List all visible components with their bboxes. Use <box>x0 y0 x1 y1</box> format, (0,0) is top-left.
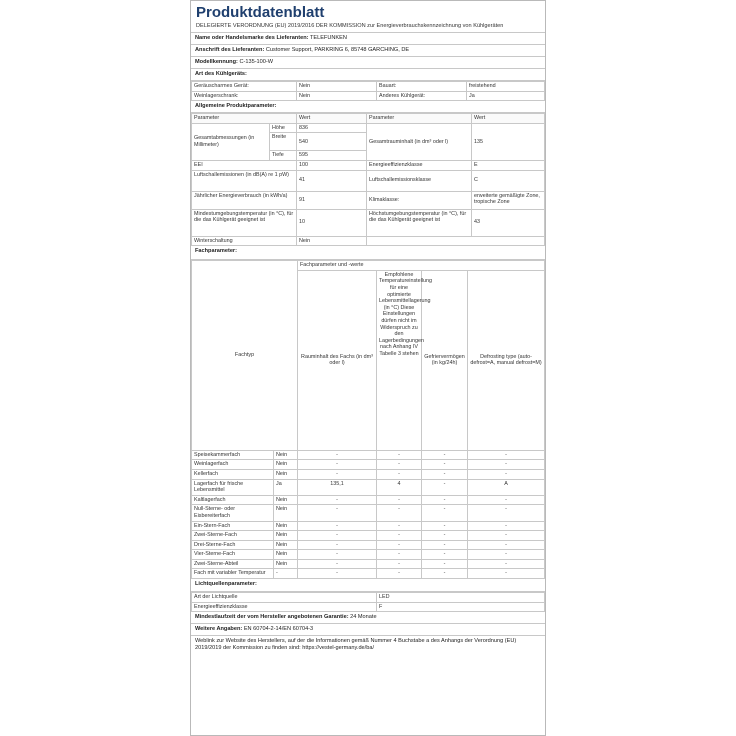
compartment-volume: - <box>298 540 377 550</box>
compartment-volume: - <box>298 531 377 541</box>
further-row <box>191 624 545 636</box>
compartment-capacity: - <box>422 495 468 505</box>
warranty-row <box>191 612 545 624</box>
compartment-volume: - <box>298 505 377 521</box>
depth-label: Tiefe <box>270 151 297 161</box>
supplier-name-label: Name oder Handelsmarke des Lieferanten: <box>195 35 309 41</box>
light-label: Energieeffizienzklasse <box>192 602 377 612</box>
supplier-address: Customer Support, PARKRING 6, 85748 GARCHING, DE <box>265 47 410 53</box>
compartment-capacity: - <box>422 450 468 460</box>
type-label: Anderes Kühlgerät: <box>377 91 467 101</box>
param-label: Energieeffizienzklasse <box>367 160 472 170</box>
param-label: Luftschallemissionsklasse <box>367 170 472 191</box>
table-row <box>192 170 545 191</box>
compartment-heading: Fachparameter: <box>191 246 545 260</box>
column-header: Parameter <box>192 114 297 124</box>
compartment-capacity: - <box>422 521 468 531</box>
dimensions-label: Gesamtabmessungen (in Millimeter) <box>192 123 270 160</box>
supplier-name-row <box>191 33 545 45</box>
compartment-present: Nein <box>274 495 298 505</box>
light-value: F <box>377 602 545 612</box>
column-header: Wert <box>472 114 545 124</box>
column-header: Parameter <box>367 114 472 124</box>
table-header-row <box>192 114 545 124</box>
type-value: freistehend <box>467 82 545 92</box>
compartment-defrost: - <box>468 540 545 550</box>
compartment-volume: - <box>298 559 377 569</box>
type-label: Bauart: <box>377 82 467 92</box>
param-value: 43 <box>472 209 545 236</box>
compartment-name: Kaltlagerfach <box>192 495 274 505</box>
compartment-volume: - <box>298 460 377 470</box>
height-label: Höhe <box>270 123 297 133</box>
width-value: 540 <box>297 133 367 151</box>
table-row <box>192 593 545 603</box>
compartment-temp: - <box>377 450 422 460</box>
compartment-defrost: - <box>468 531 545 541</box>
further-label: Weitere Angaben: <box>195 626 243 633</box>
light-heading: Lichtquellenparameter: <box>191 579 545 592</box>
table-row <box>192 469 545 479</box>
general-heading: Allgemeine Produktparameter: <box>191 101 545 113</box>
compartment-volume: - <box>298 521 377 531</box>
compartment-name: Null-Sterne- oder Eisbereiterfach <box>192 505 274 521</box>
compartment-volume: - <box>298 569 377 579</box>
compartment-volume: - <box>298 469 377 479</box>
compartment-defrost: - <box>468 469 545 479</box>
compartment-temp: - <box>377 540 422 550</box>
total-volume-label: Gesamtrauminhalt (in dm³ oder l) <box>367 123 472 160</box>
compartment-defrost: - <box>468 569 545 579</box>
compartment-name: Zwei-Sterne-Fach <box>192 531 274 541</box>
general-table <box>191 113 545 246</box>
table-row <box>192 602 545 612</box>
param-label: Höchstumgebungstemperatur (in °C), für die das Kühlgerät geeignet ist <box>367 209 472 236</box>
type-value: Nein <box>297 82 377 92</box>
compartment-temp: - <box>377 531 422 541</box>
compartment-capacity: - <box>422 505 468 521</box>
compartment-temp: - <box>377 495 422 505</box>
compartment-name: Speisekammerfach <box>192 450 274 460</box>
weblink-text: Weblink zur Website des Herstellers, auf der die Informationen gemäß Nummer 4 Buchstabe a des Anhangs der Verordnung (EU) 2019/2019 der Kommission zu finden sind: https://vestel-germany.de/ba/ <box>195 638 517 652</box>
param-label: Klimaklasse: <box>367 191 472 209</box>
page-title: Produktdatenblatt <box>196 4 325 21</box>
type-value: Nein <box>297 91 377 101</box>
compartment-capacity: - <box>422 531 468 541</box>
empty-cell <box>367 236 545 246</box>
model-row <box>191 57 545 69</box>
compartment-rows <box>192 450 545 578</box>
column-header: Wert <box>297 114 367 124</box>
model-value: C-135-100-W <box>239 59 274 65</box>
table-row <box>192 91 545 101</box>
table-row <box>192 521 545 531</box>
table-row <box>192 123 545 133</box>
compartment-capacity: - <box>422 569 468 579</box>
param-label: Luftschallemissionen (in dB(A) re 1 pW) <box>192 170 297 191</box>
light-table <box>191 592 545 612</box>
compartment-capacity: - <box>422 469 468 479</box>
param-value: 91 <box>297 191 367 209</box>
compartment-temp-header: Empfohlene Temperatureinstellung für eine optimierte Lebensmittellagerung (in °C) Diese Einstellungen dürfen nicht im Widerspruch zu den Lagerbedingungen nach Anhang IV Tabelle 3 stehen <box>377 270 422 450</box>
table-row <box>192 236 545 246</box>
compartment-defrost: - <box>468 559 545 569</box>
compartment-temp: - <box>377 460 422 470</box>
compartment-name: Zwei-Sterne-Abteil <box>192 559 274 569</box>
width-label: Breite <box>270 133 297 151</box>
winter-label: Winterschaltung <box>192 236 297 246</box>
compartment-present: Nein <box>274 550 298 560</box>
compartment-type-header: Fachtyp <box>192 261 298 451</box>
compartment-temp: - <box>377 550 422 560</box>
compartment-temp: - <box>377 505 422 521</box>
compartment-defrost: A <box>468 479 545 495</box>
compartment-capacity: - <box>422 460 468 470</box>
supplier-address-label: Anschrift des Lieferanten: <box>195 47 265 53</box>
param-label: Jährlicher Energieverbrauch (in kWh/a) <box>192 191 297 209</box>
light-label: Art der Lichtquelle <box>192 593 377 603</box>
winter-value: Nein <box>297 236 367 246</box>
compartment-group-header: Fachparameter und -werte <box>298 261 545 271</box>
table-row <box>192 460 545 470</box>
compartment-temp: - <box>377 521 422 531</box>
table-row <box>192 505 545 521</box>
table-row <box>192 450 545 460</box>
compartment-present: Nein <box>274 505 298 521</box>
compartment-present: - <box>274 569 298 579</box>
light-value: LED <box>377 593 545 603</box>
table-row <box>192 569 545 579</box>
table-row <box>192 531 545 541</box>
compartment-volume: 135,1 <box>298 479 377 495</box>
param-value: 41 <box>297 170 367 191</box>
param-value: erweiterte gemäßigte Zone, tropische Zone <box>472 191 545 209</box>
compartment-present: Nein <box>274 450 298 460</box>
compartment-capacity: - <box>422 559 468 569</box>
warranty-value: 24 Monate <box>350 614 377 621</box>
table-row <box>192 82 545 92</box>
type-table <box>191 81 545 101</box>
supplier-name: TELEFUNKEN <box>309 35 347 41</box>
supplier-address-row <box>191 45 545 57</box>
table-row <box>192 209 545 236</box>
compartment-present: Nein <box>274 531 298 541</box>
compartment-name: Ein-Stern-Fach <box>192 521 274 531</box>
compartment-name: Fach mit variabler Temperatur <box>192 569 274 579</box>
compartment-capacity: - <box>422 479 468 495</box>
total-volume-value: 135 <box>472 123 545 160</box>
compartment-capacity-header: Gefriervermögen (in kg/24h) <box>422 270 468 450</box>
table-header-row <box>192 261 545 271</box>
compartment-volume: - <box>298 495 377 505</box>
compartment-defrost: - <box>468 521 545 531</box>
compartment-present: Nein <box>274 540 298 550</box>
compartment-defrost: - <box>468 450 545 460</box>
param-label: EEI <box>192 160 297 170</box>
further-value: EN 60704-2-14/EN 60704-3 <box>243 626 314 633</box>
type-heading: Art des Kühlgeräts: <box>191 69 545 81</box>
compartment-name: Vier-Sterne-Fach <box>192 550 274 560</box>
compartment-defrost: - <box>468 460 545 470</box>
compartment-present: Nein <box>274 521 298 531</box>
compartment-capacity: - <box>422 540 468 550</box>
param-label: Mindestumgebungstemperatur (in °C), für die das Kühlgerät geeignet ist <box>192 209 297 236</box>
height-value: 836 <box>297 123 367 133</box>
compartment-present: Ja <box>274 479 298 495</box>
param-value: E <box>472 160 545 170</box>
compartment-present: Nein <box>274 460 298 470</box>
model-label: Modellkennung: <box>195 59 238 65</box>
compartment-name: Weinlagerfach <box>192 460 274 470</box>
type-label: Geräuscharmes Gerät: <box>192 82 297 92</box>
compartment-temp: - <box>377 569 422 579</box>
table-row <box>192 479 545 495</box>
compartment-temp: - <box>377 559 422 569</box>
compartment-defrost: - <box>468 550 545 560</box>
table-row <box>192 559 545 569</box>
compartment-volume-header: Rauminhalt des Fachs (in dm³ oder l) <box>298 270 377 450</box>
table-row <box>192 191 545 209</box>
compartment-volume: - <box>298 450 377 460</box>
compartment-temp: 4 <box>377 479 422 495</box>
compartment-present: Nein <box>274 559 298 569</box>
compartment-volume: - <box>298 550 377 560</box>
compartment-table <box>191 260 545 579</box>
table-row <box>192 160 545 170</box>
param-value: 100 <box>297 160 367 170</box>
compartment-defrost-header: Defrosting type (auto-defrost=A, manual defrost=M) <box>468 270 545 450</box>
compartment-name: Kellerfach <box>192 469 274 479</box>
compartment-defrost: - <box>468 495 545 505</box>
table-row <box>192 550 545 560</box>
table-row <box>192 540 545 550</box>
regulation-text: DELEGIERTE VERORDNUNG (EU) 2019/2016 DER KOMMISSION zur Energieverbrauchskennzeichnung von Kühlgeräten <box>191 23 545 33</box>
warranty-label: Mindestlaufzeit der vom Hersteller angebotenen Garantie: <box>195 614 349 621</box>
compartment-name: Drei-Sterne-Fach <box>192 540 274 550</box>
compartment-defrost: - <box>468 505 545 521</box>
param-value: C <box>472 170 545 191</box>
table-row <box>192 495 545 505</box>
product-data-sheet <box>190 0 546 736</box>
type-label: Weinlagerschrank: <box>192 91 297 101</box>
compartment-capacity: - <box>422 550 468 560</box>
compartment-temp: - <box>377 469 422 479</box>
compartment-name: Lagerfach für frische Lebensmittel <box>192 479 274 495</box>
type-value: Ja <box>467 91 545 101</box>
compartment-present: Nein <box>274 469 298 479</box>
depth-value: 595 <box>297 151 367 161</box>
param-value: 10 <box>297 209 367 236</box>
